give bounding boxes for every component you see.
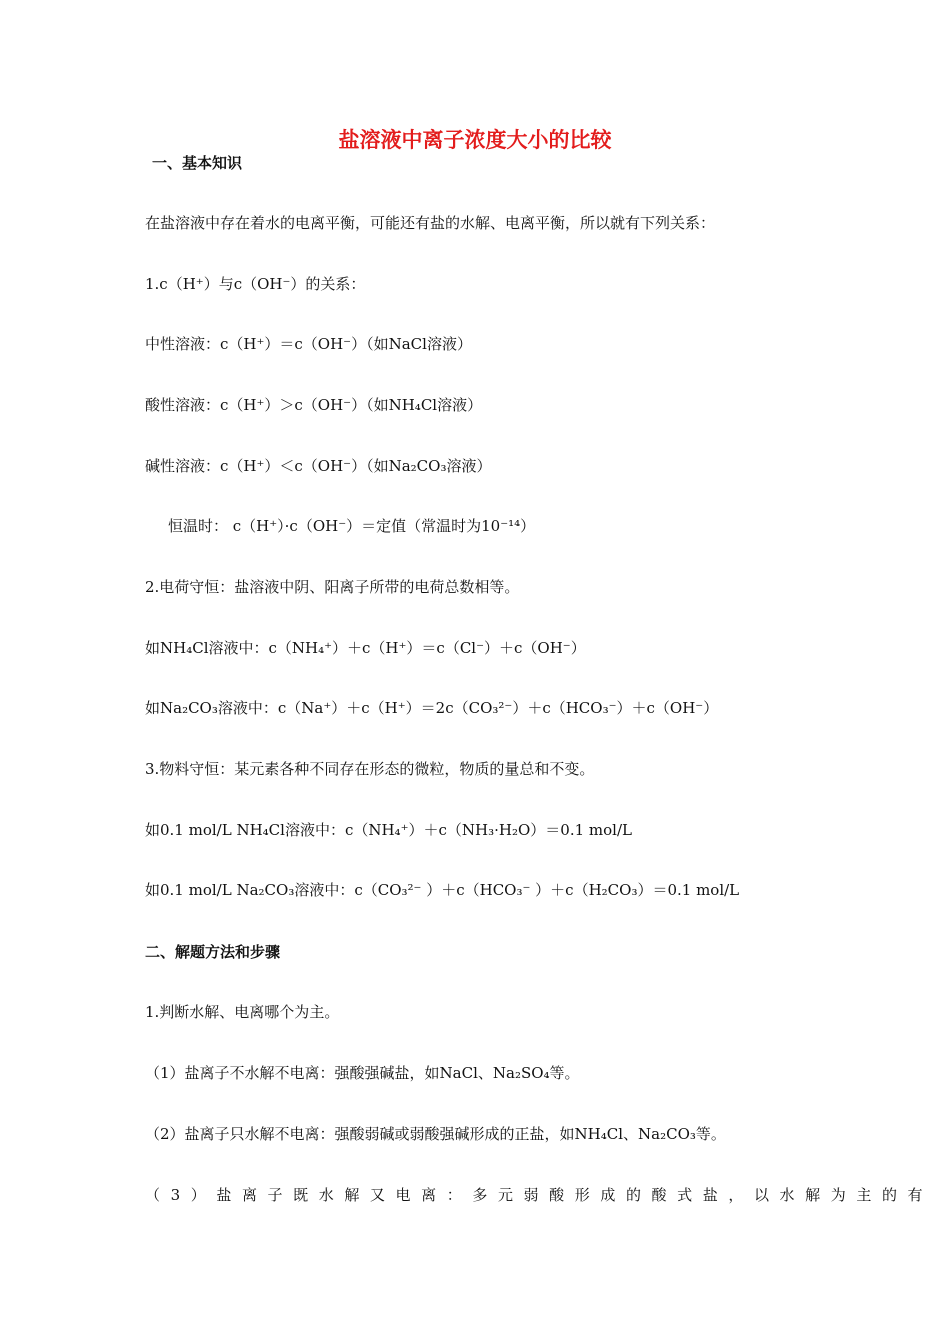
paragraph-neutral: 中性溶液：c（H⁺）＝c（OH⁻）（如NaCl溶液） xyxy=(145,335,472,353)
paragraph-relation-title: 1.c（H⁺）与c（OH⁻）的关系： xyxy=(145,275,366,293)
document-title: 盐溶液中离子浓度大小的比较 xyxy=(338,128,612,152)
paragraph-intro: 在盐溶液中存在着水的电离平衡，可能还有盐的水解、电离平衡，所以就有下列关系： xyxy=(145,214,716,232)
section-heading-methods: 二、解题方法和步骤 xyxy=(145,943,281,961)
paragraph-material-conservation: 3.物料守恒：某元素各种不同存在形态的微粒，物质的量总和不变。 xyxy=(145,760,595,778)
paragraph-acidic: 酸性溶液：c（H⁺）＞c（OH⁻）（如NH₄Cl溶液） xyxy=(145,396,483,414)
paragraph-material-example-na2co3: 如0.1 mol/L Na₂CO₃溶液中：c（CO₃²⁻ ）＋c（HCO₃⁻ ）＋c（H₂CO₃）＝0.1 mol/L xyxy=(145,881,740,899)
paragraph-case-3: （3）盐离子既水解又电离：多元弱酸形成的酸式盐，以水解为主的有 xyxy=(145,1186,934,1204)
paragraph-charge-example-na2co3: 如Na₂CO₃溶液中：c（Na⁺）＋c（H⁺）＝2c（CO₃²⁻）＋c（HCO₃⁻）＋c（OH⁻） xyxy=(145,699,719,717)
paragraph-basic: 碱性溶液：c（H⁺）＜c（OH⁻）（如Na₂CO₃溶液） xyxy=(145,457,492,475)
paragraph-constant-temperature: 恒温时： c（H⁺）·c（OH⁻）＝定值（常温时为10⁻¹⁴） xyxy=(168,517,536,535)
paragraph-case-2: （2）盐离子只水解不电离：强酸弱碱或弱酸强碱形成的正盐，如NH₄Cl、Na₂CO₃等。 xyxy=(145,1125,726,1143)
paragraph-step-1: 1.判断水解、电离哪个为主。 xyxy=(145,1003,340,1021)
paragraph-material-example-nh4cl: 如0.1 mol/L NH₄Cl溶液中：c（NH₄⁺）＋c（NH₃·H₂O）＝0.1 mol/L xyxy=(145,821,632,839)
paragraph-case-1: （1）盐离子不水解不电离：强酸强碱盐，如NaCl、Na₂SO₄等。 xyxy=(145,1064,580,1082)
paragraph-charge-conservation: 2.电荷守恒：盐溶液中阴、阳离子所带的电荷总数相等。 xyxy=(145,578,520,596)
paragraph-charge-example-nh4cl: 如NH₄Cl溶液中：c（NH₄⁺）＋c（H⁺）＝c（Cl⁻）＋c（OH⁻） xyxy=(145,639,586,657)
section-heading-basic-knowledge: 一、基本知识 xyxy=(152,154,243,172)
